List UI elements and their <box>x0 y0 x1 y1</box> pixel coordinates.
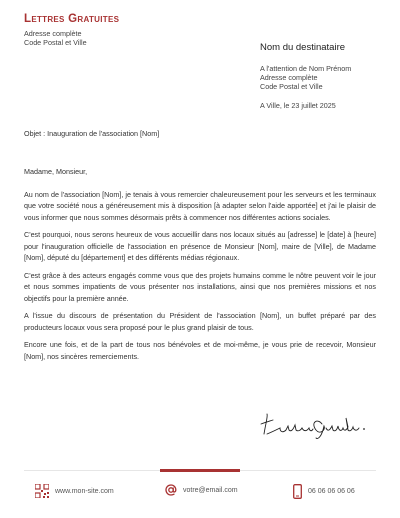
footer-website[interactable] <box>35 484 114 498</box>
mobile-phone-icon <box>293 484 302 499</box>
paragraph-2: C'est pourquoi, nous serons heureux de vous accueillir dans nos locaux situés au [adresse] le [date] à [heure] pour l'inauguration officielle de l'association en présence de Monsieur [Nom], maire de [Ville], de Madame [Nom], député du [département] et des différents médias régionaux. <box>24 230 376 262</box>
footer-accent-bar <box>160 469 240 472</box>
at-sign-icon <box>165 484 177 496</box>
paragraph-1: Au nom de l'association [Nom], je tenais à vous remercier chaleureusement pour les serveurs et les terminaux que votre société nous a généreusement mis à disposition [à adapter selon l'aide apportée] et j'ai le plaisir de vous informer que nous sommes désormais prêts à commencer nos différentes actions sociales. <box>24 189 376 222</box>
handwritten-signature <box>258 408 378 442</box>
brand-logo: Lettres Gratuites <box>24 13 120 25</box>
website-text: www.mon-site.com <box>55 487 114 495</box>
paragraph-3: C'est grâce à des acteurs engagés comme vous que des projets humains comme le nôtre peuvent voir le jour et nous sommes impatients de vous présenter nos installations, ainsi que nos premières missions et nos objectifs pour la première année. <box>24 270 376 303</box>
recipient-name: Nom du destinataire <box>260 42 346 53</box>
paragraph-5: Encore une fois, et de la part de tous nos bénévoles et de moi-même, je vous prie de recevoir, Monsieur [Nom], nos sincères remerciements. <box>24 340 376 361</box>
paragraph-4: A l'issue du discours de présentation du Président de l'association [Nom], un buffet préparé par des producteurs locaux vous sera proposé pour le plus grand plaisir de tous. <box>24 311 376 332</box>
footer-phone[interactable] <box>293 484 355 499</box>
recipient-block <box>260 64 351 91</box>
sender-postal: Code Postal et Ville <box>24 38 87 47</box>
letter-date: A Ville, le 23 juillet 2025 <box>260 101 336 110</box>
sender-address: Adresse complète <box>24 29 82 38</box>
email-text: votre@email.com <box>183 486 238 494</box>
sender-block <box>24 29 87 47</box>
salutation: Madame, Monsieur, <box>24 167 88 176</box>
phone-text: 06 06 06 06 06 <box>308 488 355 495</box>
letter-subject: Objet : Inauguration de l'association [Nom] <box>24 129 160 138</box>
recipient-address: Adresse complète <box>260 73 318 82</box>
recipient-attention: A l'attention de Nom Prénom <box>260 64 352 73</box>
recipient-postal: Code Postal et Ville <box>260 82 323 91</box>
letter-body <box>24 166 376 368</box>
footer-email[interactable] <box>165 484 238 496</box>
qr-code-icon <box>35 484 49 498</box>
